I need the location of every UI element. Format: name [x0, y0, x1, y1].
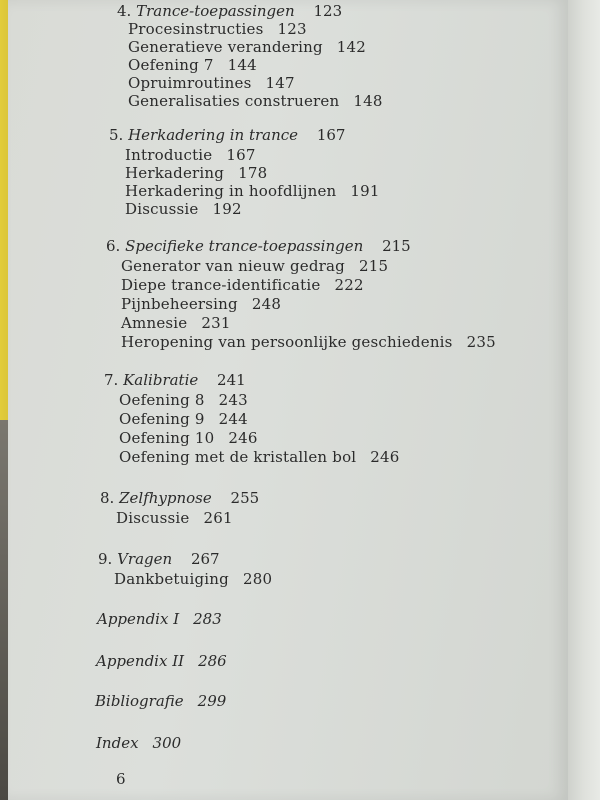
- chapter-page: 167: [316, 126, 346, 144]
- entry-page: 280: [242, 570, 273, 588]
- chapter-number: 6.: [106, 237, 121, 255]
- entry-label: Opruimroutines: [128, 74, 252, 92]
- toc-entry: [116, 509, 233, 527]
- toc-entry: [121, 333, 496, 351]
- entry-page: 215: [358, 257, 389, 275]
- toc-entry: [128, 74, 295, 92]
- entry-label: Heropening van persoonlijke geschiedenis: [121, 333, 453, 351]
- appendix-entry: [97, 610, 222, 628]
- chapter-title: Vragen: [117, 550, 173, 568]
- chapter-heading: [106, 237, 411, 255]
- toc-entry: [121, 295, 281, 313]
- chapter-page: 241: [217, 371, 246, 389]
- index-entry: [96, 734, 181, 752]
- appendix-page: 283: [193, 610, 222, 628]
- entry-page: 231: [201, 314, 231, 332]
- chapter-title: Specifieke trance-toepassingen: [125, 237, 364, 255]
- entry-page: 235: [466, 333, 496, 351]
- entry-label: Oefening 9: [119, 410, 205, 428]
- chapter-number: 5.: [109, 126, 124, 144]
- bibliography-entry: [95, 692, 226, 710]
- appendix-page: 286: [198, 652, 227, 670]
- entry-label: Discussie: [116, 509, 190, 527]
- entry-page: 148: [353, 92, 383, 110]
- toc-entry: [119, 429, 258, 447]
- chapter-title: Herkadering in trance: [128, 126, 299, 144]
- chapter-number: 4.: [117, 2, 132, 20]
- entry-label: Introductie: [125, 146, 213, 164]
- chapter-number: 9.: [98, 550, 113, 568]
- toc-entry: [114, 570, 272, 588]
- appendix-page: 300: [152, 734, 182, 752]
- chapter-heading: [100, 489, 259, 507]
- toc-entry: [128, 56, 257, 74]
- chapter-title: Kalibratie: [123, 371, 199, 389]
- entry-label: Amnesie: [121, 314, 188, 332]
- chapter-title: Zelfhypnose: [119, 489, 212, 507]
- entry-label: Pijnbeheersing: [121, 295, 238, 313]
- appendix-label: Appendix II: [96, 652, 185, 670]
- appendix-page: 299: [197, 692, 227, 710]
- entry-page: 222: [334, 276, 364, 294]
- entry-page: 191: [350, 182, 380, 200]
- book-page: [8, 0, 568, 800]
- chapter-page: 255: [230, 489, 260, 507]
- toc-entry: [125, 146, 256, 164]
- entry-label: Herkadering: [125, 164, 225, 182]
- toc-entry: [128, 92, 383, 110]
- toc-entry: [125, 164, 267, 182]
- entry-label: Oefening 8: [119, 391, 205, 409]
- toc-entry: [121, 314, 231, 332]
- toc-entry: [125, 200, 242, 218]
- chapter-heading: [104, 371, 246, 389]
- entry-page: 246: [370, 448, 400, 466]
- entry-page: 147: [265, 74, 295, 92]
- chapter-title: Trance-toepassingen: [136, 2, 295, 20]
- entry-label: Oefening 7: [128, 56, 214, 74]
- toc-entry: [121, 257, 388, 275]
- toc-entry: [128, 38, 366, 56]
- chapter-heading: [109, 126, 345, 144]
- entry-page: 167: [226, 146, 256, 164]
- entry-label: Oefening met de kristallen bol: [119, 448, 357, 466]
- entry-page: 261: [203, 509, 233, 527]
- entry-page: 248: [251, 295, 282, 313]
- toc-entry: [119, 410, 248, 428]
- entry-label: Oefening 10: [119, 429, 215, 447]
- entry-page: 192: [212, 200, 242, 218]
- entry-page: 178: [238, 164, 268, 182]
- entry-page: 244: [218, 410, 248, 428]
- chapter-number: 7.: [104, 371, 119, 389]
- page-number: 6: [116, 770, 126, 788]
- entry-label: Diepe trance-identificatie: [121, 276, 321, 294]
- entry-label: Generatieve verandering: [128, 38, 323, 56]
- appendix-label: Index: [96, 734, 139, 752]
- toc-entry: [119, 391, 248, 409]
- toc-entry: [128, 20, 307, 38]
- entry-label: Generator van nieuw gedrag: [121, 257, 345, 275]
- entry-label: Herkadering in hoofdlijnen: [125, 182, 337, 200]
- entry-label: Discussie: [125, 200, 199, 218]
- appendix-label: Bibliografie: [95, 692, 184, 710]
- chapter-page: 123: [313, 2, 343, 20]
- toc-entry: [121, 276, 364, 294]
- entry-page: 243: [218, 391, 248, 409]
- entry-page: 246: [228, 429, 258, 447]
- entry-label: Generalisaties construeren: [128, 92, 340, 110]
- entry-page: 144: [227, 56, 257, 74]
- chapter-heading: [98, 550, 220, 568]
- chapter-number: 8.: [100, 489, 115, 507]
- table-of-contents: [8, 0, 568, 800]
- appendix-label: Appendix I: [97, 610, 180, 628]
- chapter-page: 215: [382, 237, 411, 255]
- toc-entry: [119, 448, 400, 466]
- chapter-heading: [117, 2, 342, 20]
- chapter-page: 267: [190, 550, 220, 568]
- entry-label: Procesinstructies: [128, 20, 264, 38]
- appendix-entry: [96, 652, 227, 670]
- toc-entry: [125, 182, 380, 200]
- entry-page: 142: [336, 38, 367, 56]
- entry-label: Dankbetuiging: [114, 570, 229, 588]
- entry-page: 123: [277, 20, 307, 38]
